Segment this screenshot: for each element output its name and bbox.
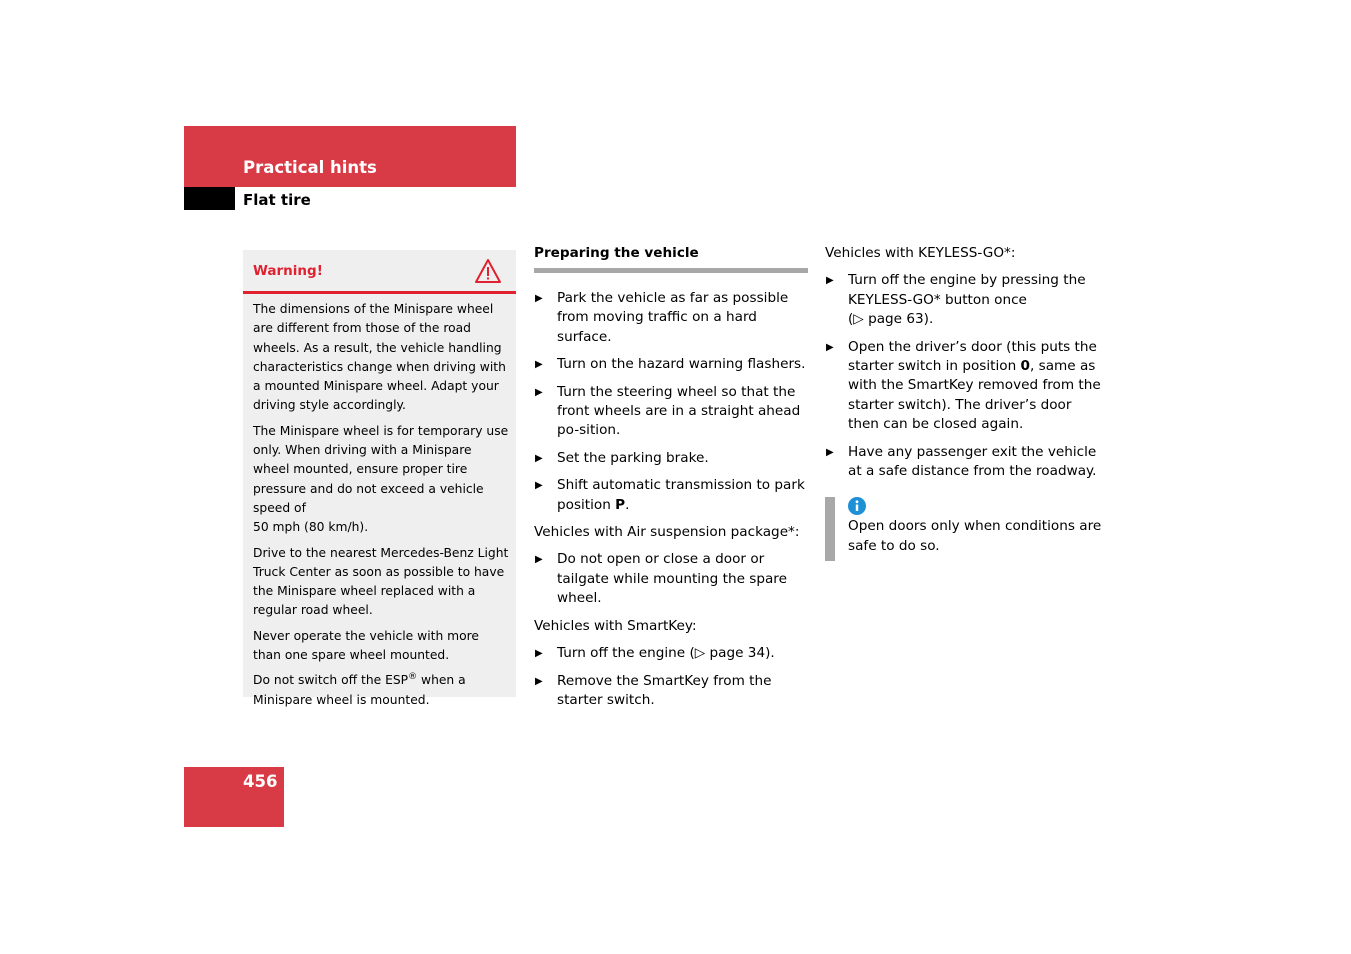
- bullet-arrow-icon: ▶: [535, 293, 543, 304]
- warning-paragraph: The dimensions of the Minispare wheel are different from those of the road wheels. As a result, the vehicle handling characteristics change when driving with a mounted Minispare wheel. Adapt your driving style accordingly.: [253, 302, 506, 413]
- info-text: Open doors only when conditions are safe to do so.: [848, 518, 1102, 554]
- list-item: ▶ Turn on the hazard warning flashers.: [534, 355, 808, 374]
- bullet-arrow-icon: ▶: [535, 386, 543, 398]
- warning-body: [253, 300, 509, 716]
- page-number: 456: [243, 772, 278, 791]
- bullet-arrow-icon: ▶: [535, 359, 543, 371]
- bullet-arrow-icon: ▶: [535, 452, 543, 464]
- warning-paragraph: The Minispare wheel is for temporary use only. When driving with a Minispare wheel mounted, ensure proper tire pressure and do not exceed a vehicle speed of 50 mph (80 km/h).: [253, 423, 509, 535]
- section-title: Practical hints: [243, 158, 377, 177]
- list-item: [534, 644, 808, 663]
- bullet-arrow-icon: ▶: [826, 275, 834, 287]
- warning-label: Warning!: [253, 263, 323, 279]
- bullet-arrow-icon: ▶: [826, 446, 834, 458]
- bullet-arrow-icon: ▶: [826, 341, 834, 353]
- header-band: [184, 126, 516, 187]
- warning-paragraph: Never operate the vehicle with more than one spare wheel mounted.: [253, 628, 479, 663]
- registered-mark: ®: [408, 672, 418, 683]
- info-bar: [825, 497, 835, 561]
- subsection-title: Flat tire: [243, 191, 311, 209]
- page-reference: Turn off the engine (▷ page 34).: [557, 645, 775, 662]
- list-item: ▶ Shift automatic transmission to park position P.: [535, 477, 805, 513]
- bullet-arrow-icon: ▶: [535, 675, 543, 687]
- bullet-arrow-icon: ▶: [535, 648, 543, 660]
- smartkey-label: Vehicles with SmartKey:: [534, 617, 697, 634]
- bullet-arrow-icon: ▶: [535, 480, 543, 492]
- list-item: ▶ Park the vehicle as far as possible from moving traffic on a hard surface.: [535, 290, 789, 345]
- info-note: [825, 497, 1105, 556]
- list-item: ▶ Turn off the engine by pressing the KEYLESS-GO* button once (▷ page 63).: [826, 272, 1086, 328]
- list-item: ▶ Set the parking brake.: [534, 449, 808, 468]
- info-icon: [848, 497, 866, 515]
- page-reference: (▷ page 63).: [848, 311, 934, 328]
- preparing-heading: Preparing the vehicle: [534, 244, 808, 273]
- warning-header: [243, 250, 516, 294]
- warning-paragraph: Drive to the nearest Mercedes-Benz Light Truck Center as soon as possible to have the Minispare wheel replaced with a regular road wheel.: [253, 545, 509, 618]
- subsection-marker: [184, 187, 235, 210]
- warning-triangle-icon: [474, 258, 502, 284]
- column-keyless: [825, 244, 1105, 556]
- column-preparing: [534, 244, 808, 718]
- list-item: ▶ Have any passenger exit the vehicle at a safe distance from the roadway.: [826, 443, 1097, 480]
- air-suspension-label: Vehicles with Air suspension package*:: [534, 524, 800, 541]
- bullet-arrow-icon: ▶: [535, 554, 543, 566]
- list-item: ▶ Open the driver’s door (this puts the starter switch in position 0, same as with the SmartKey removed from the starter switch). The driver’s door then can be closed again.: [826, 338, 1101, 433]
- keyless-label: Vehicles with KEYLESS-GO*:: [825, 245, 1016, 261]
- list-item: ▶ Turn the steering wheel so that the front wheels are in a straight ahead po-sition.: [535, 383, 801, 439]
- list-item: ▶ Do not open or close a door or tailgate while mounting the spare wheel.: [535, 551, 787, 607]
- list-item: ▶ Remove the SmartKey from the starter switch.: [535, 672, 772, 708]
- warning-box: [243, 250, 516, 707]
- warning-paragraph: Do not switch off the ESP® when a Minispare wheel is mounted.: [253, 672, 466, 707]
